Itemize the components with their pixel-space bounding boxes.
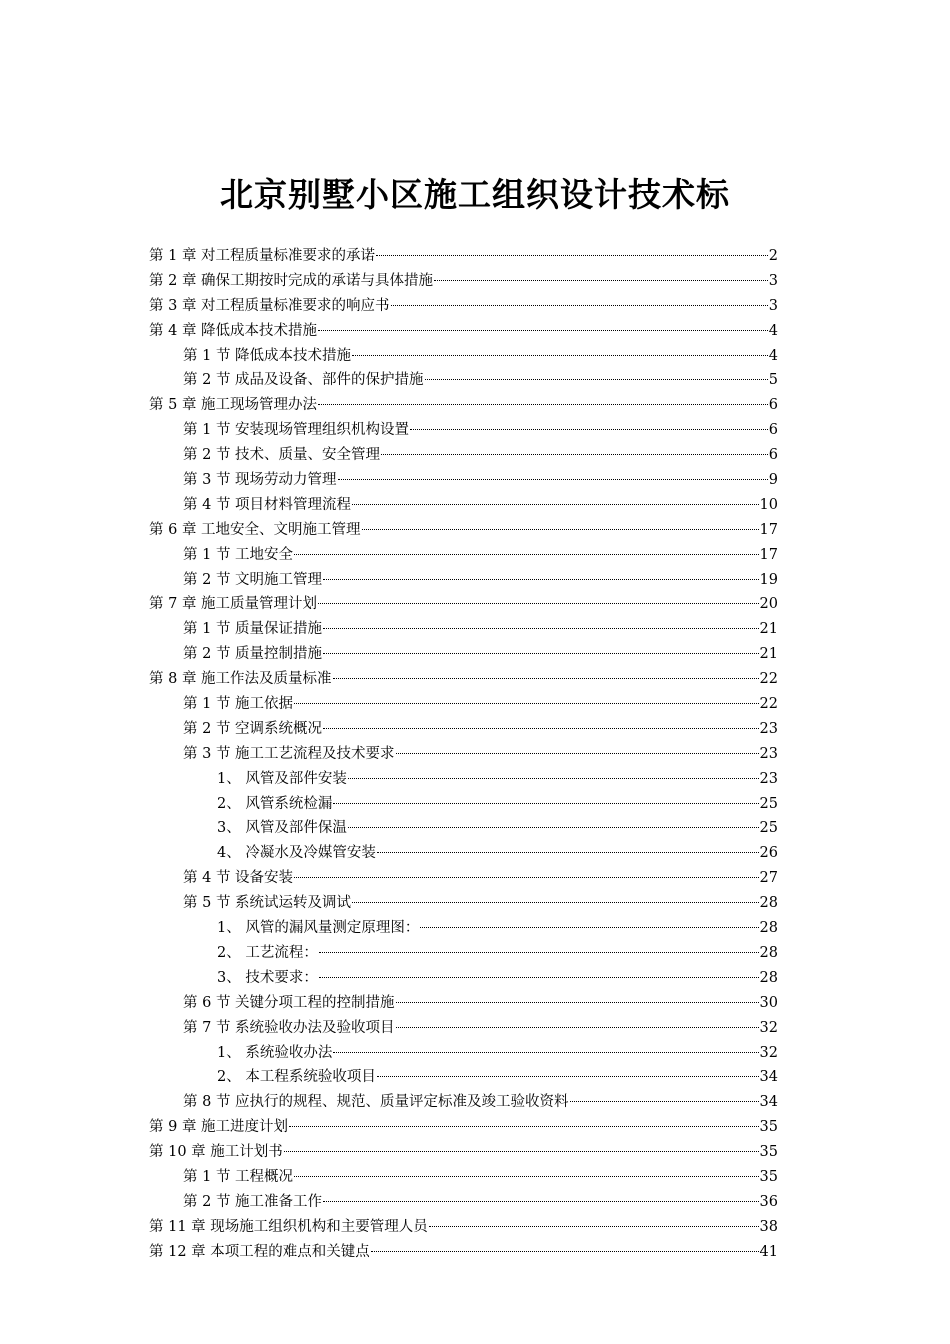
toc-page-number: 35 xyxy=(759,1168,778,1185)
toc-page-number: 6 xyxy=(768,447,778,464)
toc-dot-leader xyxy=(434,280,768,281)
toc-page-number: 3 xyxy=(768,297,778,314)
toc-dot-leader xyxy=(294,554,758,555)
toc-entry-label: 第 7 章 施工质量管理计划 xyxy=(149,596,318,613)
toc-dot-leader xyxy=(284,1151,759,1152)
toc-entry-label: 第 7 节 系统验收办法及验收项目 xyxy=(183,1019,395,1036)
toc-chapter-entry[interactable] xyxy=(149,1215,778,1240)
toc-section-entry[interactable] xyxy=(149,418,778,443)
toc-dot-leader xyxy=(323,579,758,580)
toc-page-number: 23 xyxy=(759,720,778,737)
toc-page-number: 10 xyxy=(759,496,778,513)
toc-page-number: 32 xyxy=(759,1019,778,1036)
toc-entry-label: 第 9 章 施工进度计划 xyxy=(149,1119,289,1136)
toc-section-entry[interactable] xyxy=(149,493,778,518)
toc-section-entry[interactable] xyxy=(149,543,778,568)
toc-entry-label: 第 8 章 施工作法及质量标准 xyxy=(149,671,332,688)
toc-dot-leader xyxy=(381,454,768,455)
toc-entry-label: 2、 本工程系统验收项目 xyxy=(217,1069,376,1086)
toc-entry-label: 第 1 节 施工依据 xyxy=(183,696,294,713)
toc-page-number: 35 xyxy=(759,1119,778,1136)
toc-entry-label: 第 5 节 系统试运转及调试 xyxy=(183,895,352,912)
toc-chapter-entry[interactable] xyxy=(149,592,778,617)
toc-entry-label: 2、 风管系统检漏 xyxy=(217,795,333,812)
toc-section-entry[interactable] xyxy=(149,891,778,916)
toc-page-number: 20 xyxy=(759,596,778,613)
toc-page-number: 34 xyxy=(759,1069,778,1086)
toc-entry-label: 第 10 章 施工计划书 xyxy=(149,1144,283,1161)
toc-dot-leader xyxy=(410,429,768,430)
toc-section-entry[interactable] xyxy=(149,368,778,393)
toc-dot-leader xyxy=(376,255,768,256)
toc-page-number: 4 xyxy=(768,322,778,339)
toc-subsection-entry[interactable] xyxy=(149,792,778,817)
toc-dot-leader xyxy=(323,1201,758,1202)
toc-chapter-entry[interactable] xyxy=(149,319,778,344)
toc-subsection-entry[interactable] xyxy=(149,767,778,792)
toc-page-number: 28 xyxy=(759,895,778,912)
toc-entry-label: 第 4 节 项目材料管理流程 xyxy=(183,496,352,513)
toc-dot-leader xyxy=(323,653,758,654)
document-title: 北京别墅小区施工组织设计技术标 xyxy=(220,175,730,214)
toc-page-number: 23 xyxy=(759,770,778,787)
toc-dot-leader xyxy=(420,927,758,928)
toc-chapter-entry[interactable] xyxy=(149,667,778,692)
toc-subsection-entry[interactable] xyxy=(149,966,778,991)
toc-chapter-entry[interactable] xyxy=(149,244,778,269)
toc-section-entry[interactable] xyxy=(149,617,778,642)
toc-entry-label: 1、 风管的漏风量测定原理图： xyxy=(217,920,420,937)
toc-page-number: 2 xyxy=(768,248,778,264)
toc-entry-label: 第 4 章 降低成本技术措施 xyxy=(149,322,318,339)
toc-subsection-entry[interactable] xyxy=(149,941,778,966)
toc-dot-leader xyxy=(348,827,759,828)
toc-chapter-entry[interactable] xyxy=(149,294,778,319)
toc-entry-label: 3、 风管及部件保温 xyxy=(217,820,347,837)
toc-section-entry[interactable] xyxy=(149,1165,778,1190)
toc-dot-leader xyxy=(338,479,768,480)
toc-entry-label: 第 1 节 安装现场管理组织机构设置 xyxy=(183,422,410,439)
toc-subsection-entry[interactable] xyxy=(149,1041,778,1066)
toc-chapter-entry[interactable] xyxy=(149,393,778,418)
toc-dot-leader xyxy=(396,1027,759,1028)
toc-page-number: 4 xyxy=(768,347,778,364)
toc-section-entry[interactable] xyxy=(149,1190,778,1215)
toc-dot-leader xyxy=(429,1226,759,1227)
toc-dot-leader xyxy=(294,703,758,704)
toc-page-number: 21 xyxy=(759,621,778,638)
toc-entry-label: 第 4 节 设备安装 xyxy=(183,870,294,887)
toc-dot-leader xyxy=(319,977,759,978)
toc-entry-label: 2、 工艺流程： xyxy=(217,944,318,961)
toc-section-entry[interactable] xyxy=(149,1016,778,1041)
toc-page-number: 28 xyxy=(759,969,778,986)
toc-page-number: 25 xyxy=(759,820,778,837)
toc-chapter-entry[interactable] xyxy=(149,1240,778,1265)
toc-entry-label: 第 6 章 工地安全、文明施工管理 xyxy=(149,521,361,538)
toc-entry-label: 第 2 节 施工准备工作 xyxy=(183,1193,323,1210)
toc-dot-leader xyxy=(425,379,768,380)
toc-entry-label: 第 12 章 本项工程的难点和关键点 xyxy=(149,1243,370,1260)
toc-page-number: 23 xyxy=(759,745,778,762)
toc-entry-label: 第 1 节 工地安全 xyxy=(183,546,294,563)
toc-page-number: 9 xyxy=(768,472,778,489)
toc-entry-label: 3、 技术要求： xyxy=(217,969,318,986)
toc-entry-label: 第 1 章 对工程质量标准要求的承诺 xyxy=(149,248,376,264)
toc-section-entry[interactable] xyxy=(149,568,778,593)
toc-section-entry[interactable] xyxy=(149,468,778,493)
toc-entry-label: 1、 系统验收办法 xyxy=(217,1044,333,1061)
toc-entry-label: 第 2 节 质量控制措施 xyxy=(183,646,323,663)
toc-subsection-entry[interactable] xyxy=(149,916,778,941)
toc-dot-leader xyxy=(318,404,768,405)
toc-page-number: 32 xyxy=(759,1044,778,1061)
toc-dot-leader xyxy=(348,778,759,779)
toc-dot-leader xyxy=(391,305,768,306)
toc-dot-leader xyxy=(323,628,758,629)
table-of-contents xyxy=(149,244,778,1265)
toc-page-number: 25 xyxy=(759,795,778,812)
toc-page-number: 34 xyxy=(759,1094,778,1111)
toc-page-number: 17 xyxy=(759,546,778,563)
toc-subsection-entry[interactable] xyxy=(149,1065,778,1090)
toc-dot-leader xyxy=(318,603,758,604)
toc-dot-leader xyxy=(352,902,758,903)
toc-chapter-entry[interactable] xyxy=(149,518,778,543)
toc-section-entry[interactable] xyxy=(149,1090,778,1115)
toc-page-number: 26 xyxy=(759,845,778,862)
toc-dot-leader xyxy=(352,355,768,356)
toc-section-entry[interactable] xyxy=(149,692,778,717)
toc-page-number: 27 xyxy=(759,870,778,887)
toc-subsection-entry[interactable] xyxy=(149,841,778,866)
toc-page-number: 21 xyxy=(759,646,778,663)
toc-dot-leader xyxy=(377,1076,759,1077)
toc-entry-label: 第 1 节 质量保证措施 xyxy=(183,621,323,638)
toc-dot-leader xyxy=(294,877,758,878)
toc-entry-label: 第 6 节 关键分项工程的控制措施 xyxy=(183,994,395,1011)
toc-page-number: 28 xyxy=(759,920,778,937)
toc-chapter-entry[interactable] xyxy=(149,1140,778,1165)
toc-dot-leader xyxy=(570,1101,759,1102)
toc-entry-label: 第 3 章 对工程质量标准要求的响应书 xyxy=(149,297,390,314)
toc-dot-leader xyxy=(333,803,758,804)
toc-dot-leader xyxy=(294,1176,758,1177)
toc-section-entry[interactable] xyxy=(149,866,778,891)
toc-page-number: 28 xyxy=(759,944,778,961)
toc-dot-leader xyxy=(323,728,758,729)
toc-entry-label: 第 5 章 施工现场管理办法 xyxy=(149,397,318,414)
toc-section-entry[interactable] xyxy=(149,443,778,468)
toc-entry-label: 第 1 节 工程概况 xyxy=(183,1168,294,1185)
toc-dot-leader xyxy=(396,1002,759,1003)
toc-subsection-entry[interactable] xyxy=(149,816,778,841)
toc-entry-label: 第 11 章 现场施工组织机构和主要管理人员 xyxy=(149,1218,428,1235)
toc-section-entry[interactable] xyxy=(149,717,778,742)
toc-entry-label: 第 3 节 施工工艺流程及技术要求 xyxy=(183,745,395,762)
toc-page-number: 41 xyxy=(759,1243,778,1260)
toc-dot-leader xyxy=(318,330,768,331)
toc-entry-label: 第 2 节 文明施工管理 xyxy=(183,571,323,588)
toc-dot-leader xyxy=(333,1052,758,1053)
toc-page-number: 22 xyxy=(759,696,778,713)
toc-chapter-entry[interactable] xyxy=(149,1115,778,1140)
toc-entry-label: 第 2 章 确保工期按时完成的承诺与具体措施 xyxy=(149,272,434,289)
toc-page-number: 17 xyxy=(759,521,778,538)
toc-page-number: 6 xyxy=(768,397,778,414)
toc-entry-label: 第 1 节 降低成本技术措施 xyxy=(183,347,352,364)
toc-dot-leader xyxy=(362,529,759,530)
toc-dot-leader xyxy=(352,504,758,505)
toc-dot-leader xyxy=(333,678,759,679)
toc-chapter-entry[interactable] xyxy=(149,269,778,294)
toc-section-entry[interactable] xyxy=(149,991,778,1016)
toc-page-number: 22 xyxy=(759,671,778,688)
toc-page-number: 36 xyxy=(759,1193,778,1210)
toc-section-entry[interactable] xyxy=(149,642,778,667)
toc-page-number: 6 xyxy=(768,422,778,439)
toc-dot-leader xyxy=(371,1251,759,1252)
toc-page-number: 30 xyxy=(759,994,778,1011)
toc-entry-label: 4、 冷凝水及冷媒管安装 xyxy=(217,845,376,862)
toc-dot-leader xyxy=(319,952,759,953)
toc-section-entry[interactable] xyxy=(149,344,778,369)
toc-dot-leader xyxy=(377,852,759,853)
toc-entry-label: 第 8 节 应执行的规程、规范、质量评定标准及竣工验收资料 xyxy=(183,1094,569,1111)
toc-entry-label: 第 3 节 现场劳动力管理 xyxy=(183,472,337,489)
toc-entry-label: 第 2 节 成品及设备、部件的保护措施 xyxy=(183,372,424,389)
toc-page-number: 5 xyxy=(768,372,778,389)
toc-dot-leader xyxy=(396,753,759,754)
toc-entry-label: 1、 风管及部件安装 xyxy=(217,770,347,787)
toc-page-number: 3 xyxy=(768,272,778,289)
toc-page-number: 38 xyxy=(759,1218,778,1235)
toc-section-entry[interactable] xyxy=(149,742,778,767)
toc-entry-label: 第 2 节 空调系统概况 xyxy=(183,720,323,737)
toc-page-number: 19 xyxy=(759,571,778,588)
toc-entry-label: 第 2 节 技术、质量、安全管理 xyxy=(183,447,381,464)
toc-page-number: 35 xyxy=(759,1144,778,1161)
toc-dot-leader xyxy=(289,1126,758,1127)
